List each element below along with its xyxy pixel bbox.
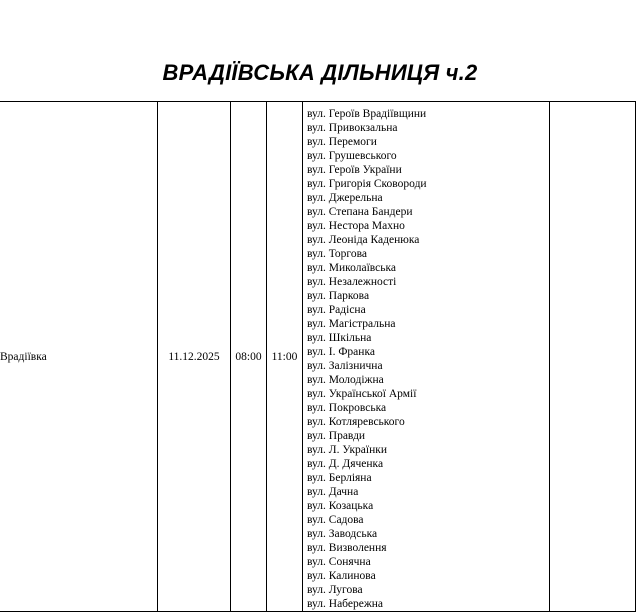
street-item: вул. Калинова [307,570,376,582]
street-item: вул. Степана Бандери [307,206,413,218]
street-item: вул. Магістральна [307,318,396,330]
street-item: вул. Перемоги [307,136,377,148]
street-item: вул. Незалежності [307,276,397,288]
page-title: ВРАДІЇВСЬКА ДІЛЬНИЦЯ ч.2 [162,60,478,85]
street-item: вул. Торгова [307,248,367,260]
settlement-cell [0,102,158,612]
street-item: вул. Залізнична [307,360,383,372]
street-item: вул. І. Франка [307,346,375,358]
street-item: вул. Паркова [307,290,370,302]
start-time: 08:00 [235,350,262,363]
street-item: вул. Привокзальна [307,122,398,134]
table-row [0,102,636,612]
street-item: вул. Визволення [307,542,387,554]
street-item: вул. Козацька [307,500,374,512]
end-time: 11:00 [271,350,298,363]
street-item: вул. Молодіжна [307,374,384,386]
outage-date: 11.12.2025 [168,350,220,363]
extra-cell [550,102,636,612]
street-item: вул. Д. Дяченка [307,458,384,470]
street-item: вул. Котляревського [307,416,405,428]
streets-cell [303,102,550,612]
street-item: вул. Радісна [307,304,366,316]
street-item: вул. Миколаївська [307,262,397,274]
street-item: вул. Леоніда Каденюка [307,234,420,246]
street-list [303,102,549,611]
settlement-name: Врадіївка [0,350,47,363]
street-item: вул. Грушевського [307,150,397,162]
street-item: вул. Садова [307,514,364,526]
street-item: вул. Лугова [307,584,363,596]
street-item: вул. Джерельна [307,192,383,204]
street-item: вул. Берліяна [307,472,372,484]
street-item: вул. Заводська [307,528,378,540]
street-item: вул. Героїв Врадіївщини [307,108,427,120]
street-item: вул. Набережна [307,598,384,610]
start-time-cell [231,102,267,612]
street-item: вул. Л. Українки [307,444,387,456]
street-item: вул. Героїв України [307,164,402,176]
outage-schedule-table [0,101,636,612]
date-cell [158,102,231,612]
street-item: вул. Сонячна [307,556,371,568]
street-item: вул. Григорія Сковороди [307,178,427,190]
street-item: вул. Української Армії [307,388,417,400]
street-item: вул. Нестора Махно [307,220,405,232]
end-time-cell [267,102,303,612]
street-item: вул. Покровська [307,402,387,414]
street-item: вул. Дачна [307,486,359,498]
street-item: вул. Шкільна [307,332,372,344]
street-item: вул. Правди [307,430,366,442]
